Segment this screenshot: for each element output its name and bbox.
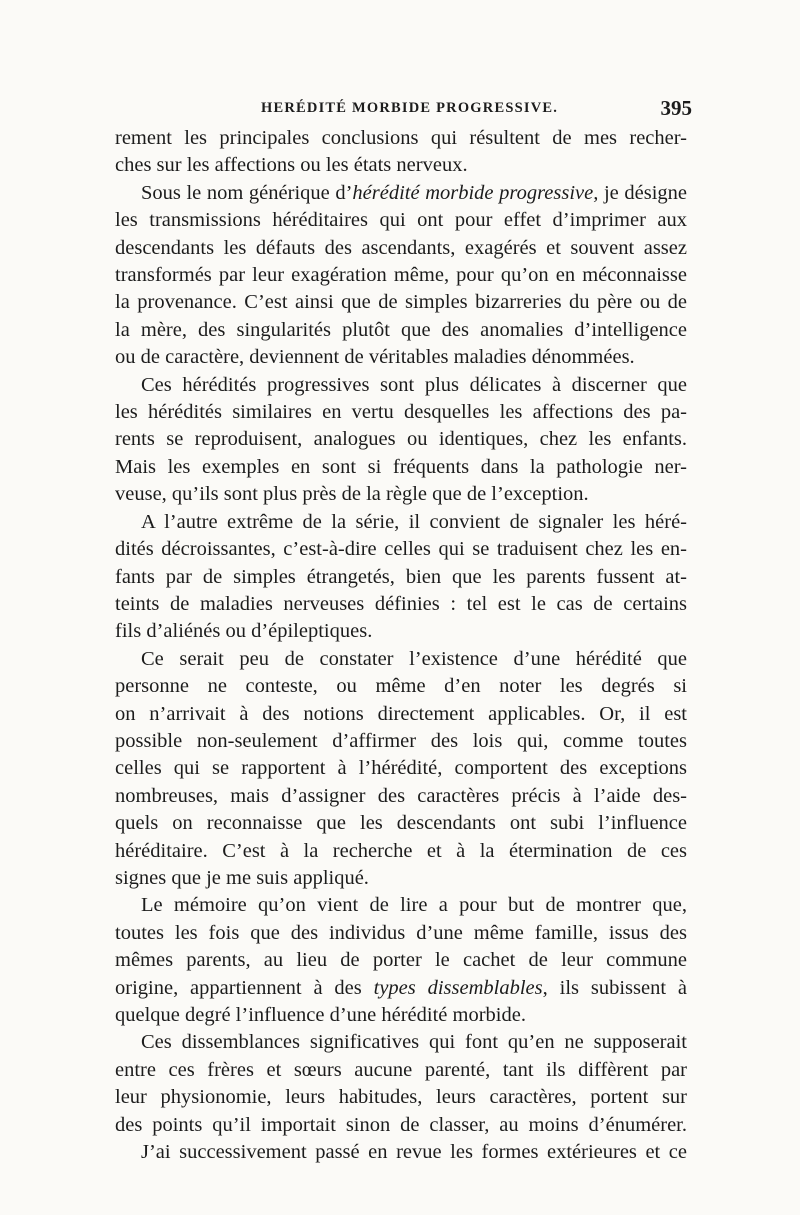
text-line <box>115 975 687 1002</box>
page-header <box>115 98 692 122</box>
text-line: toutes les fois que des individus d’une même famille, issus des <box>115 921 687 944</box>
text-line: J’ai successivement passé en revue les formes extérieures et ce <box>141 1141 687 1164</box>
text-span: je désigne <box>598 181 687 204</box>
body-text <box>115 125 687 1166</box>
text-line: Ce serait peu de constater l’existence d’une hérédité que <box>141 647 687 670</box>
text-line: entre ces frères et sœurs aucune parenté, tant ils diffèrent par <box>115 1058 687 1081</box>
running-title: HERÉDITÉ MORBIDE PROGRESSIVE. <box>261 100 559 116</box>
text-line: on n’arrivait à des notions directement applicables. Or, il est <box>115 702 687 725</box>
text-line: descendants les défauts des ascendants, exagérés et souvent assez <box>115 236 687 259</box>
italic-term: hérédité morbide progressive, <box>352 181 599 204</box>
text-line: les transmissions héréditaires qui ont pour effet d’imprimer aux <box>115 209 687 232</box>
text-line: les hérédités similaires en vertu desquelles les affections des pa- <box>115 401 687 424</box>
text-line: dités décroissantes, c’est-à-dire celles qui se traduisent chez les en- <box>115 538 687 561</box>
text-line: A l’autre extrême de la série, il convient de signaler les héré- <box>141 510 687 533</box>
text-line: personne ne conteste, ou même d’en noter les degrés si <box>115 675 687 698</box>
text-line: teints de maladies nerveuses définies : tel est le cas de certains <box>115 592 687 615</box>
text-span: Sous le nom générique d’ <box>141 181 353 204</box>
text-line: ou de caractère, deviennent de véritables maladies dénommées. <box>115 346 635 369</box>
text-line: rement les principales conclusions qui résultent de mes recher- <box>115 127 687 149</box>
text-line: nombreuses, mais d’assigner des caractères précis à l’aide des- <box>115 784 687 807</box>
text-line: la provenance. C’est ainsi que de simples bizarreries du père ou de <box>115 291 687 314</box>
text-line: mêmes parents, au lieu de porter le cachet de leur commune <box>115 949 687 972</box>
text-line: Ces hérédités progressives sont plus délicates à discerner que <box>141 373 687 396</box>
text-span: origine, appartiennent à des <box>115 976 374 999</box>
text-line: Le mémoire qu’on vient de lire a pour but de montrer que, <box>141 894 687 917</box>
text-line: des points qu’il importait sinon de classer, au moins d’énumérer. <box>115 1113 687 1136</box>
text-line: fants par de simples étrangetés, bien que les parents fussent at- <box>115 565 687 588</box>
text-line: rents se reproduisent, analogues ou identiques, chez les enfants. <box>115 428 687 451</box>
text-line <box>115 180 687 207</box>
page-number: 395 <box>660 96 692 120</box>
text-line: héréditaire. C’est à la recherche et à la étermination de ces <box>115 839 687 862</box>
text-span: , ils subissent à <box>542 976 687 999</box>
text-line: ches sur les affections ou les états nerveux. <box>115 154 468 177</box>
text-line: celles qui se rapportent à l’hérédité, comportent des exceptions <box>115 757 687 780</box>
text-line: leur physionomie, leurs habitudes, leurs caractères, portent sur <box>115 1086 687 1109</box>
text-line: quels on reconnaisse que les descendants ont subi l’influence <box>115 812 687 835</box>
text-line: transformés par leur exagération même, pour qu’on en méconnaisse <box>115 264 687 287</box>
italic-term: types dissemblables <box>373 976 543 999</box>
text-line: veuse, qu’ils sont plus près de la règle que de l’exception. <box>115 483 589 506</box>
text-line: possible non-seulement d’affirmer des lois qui, comme toutes <box>115 729 687 752</box>
text-line: fils d’aliénés ou d’épileptiques. <box>115 620 373 643</box>
text-line: Ces dissemblances significatives qui font qu’en ne supposerait <box>141 1031 687 1054</box>
text-line: Mais les exemples en sont si fréquents dans la pathologie ner- <box>115 455 687 478</box>
text-line: quelque degré l’influence d’une hérédité morbide. <box>115 1004 526 1026</box>
text-line: signes que je me suis appliqué. <box>115 866 369 889</box>
text-line: la mère, des singularités plutôt que des anomalies d’intelligence <box>115 318 687 341</box>
